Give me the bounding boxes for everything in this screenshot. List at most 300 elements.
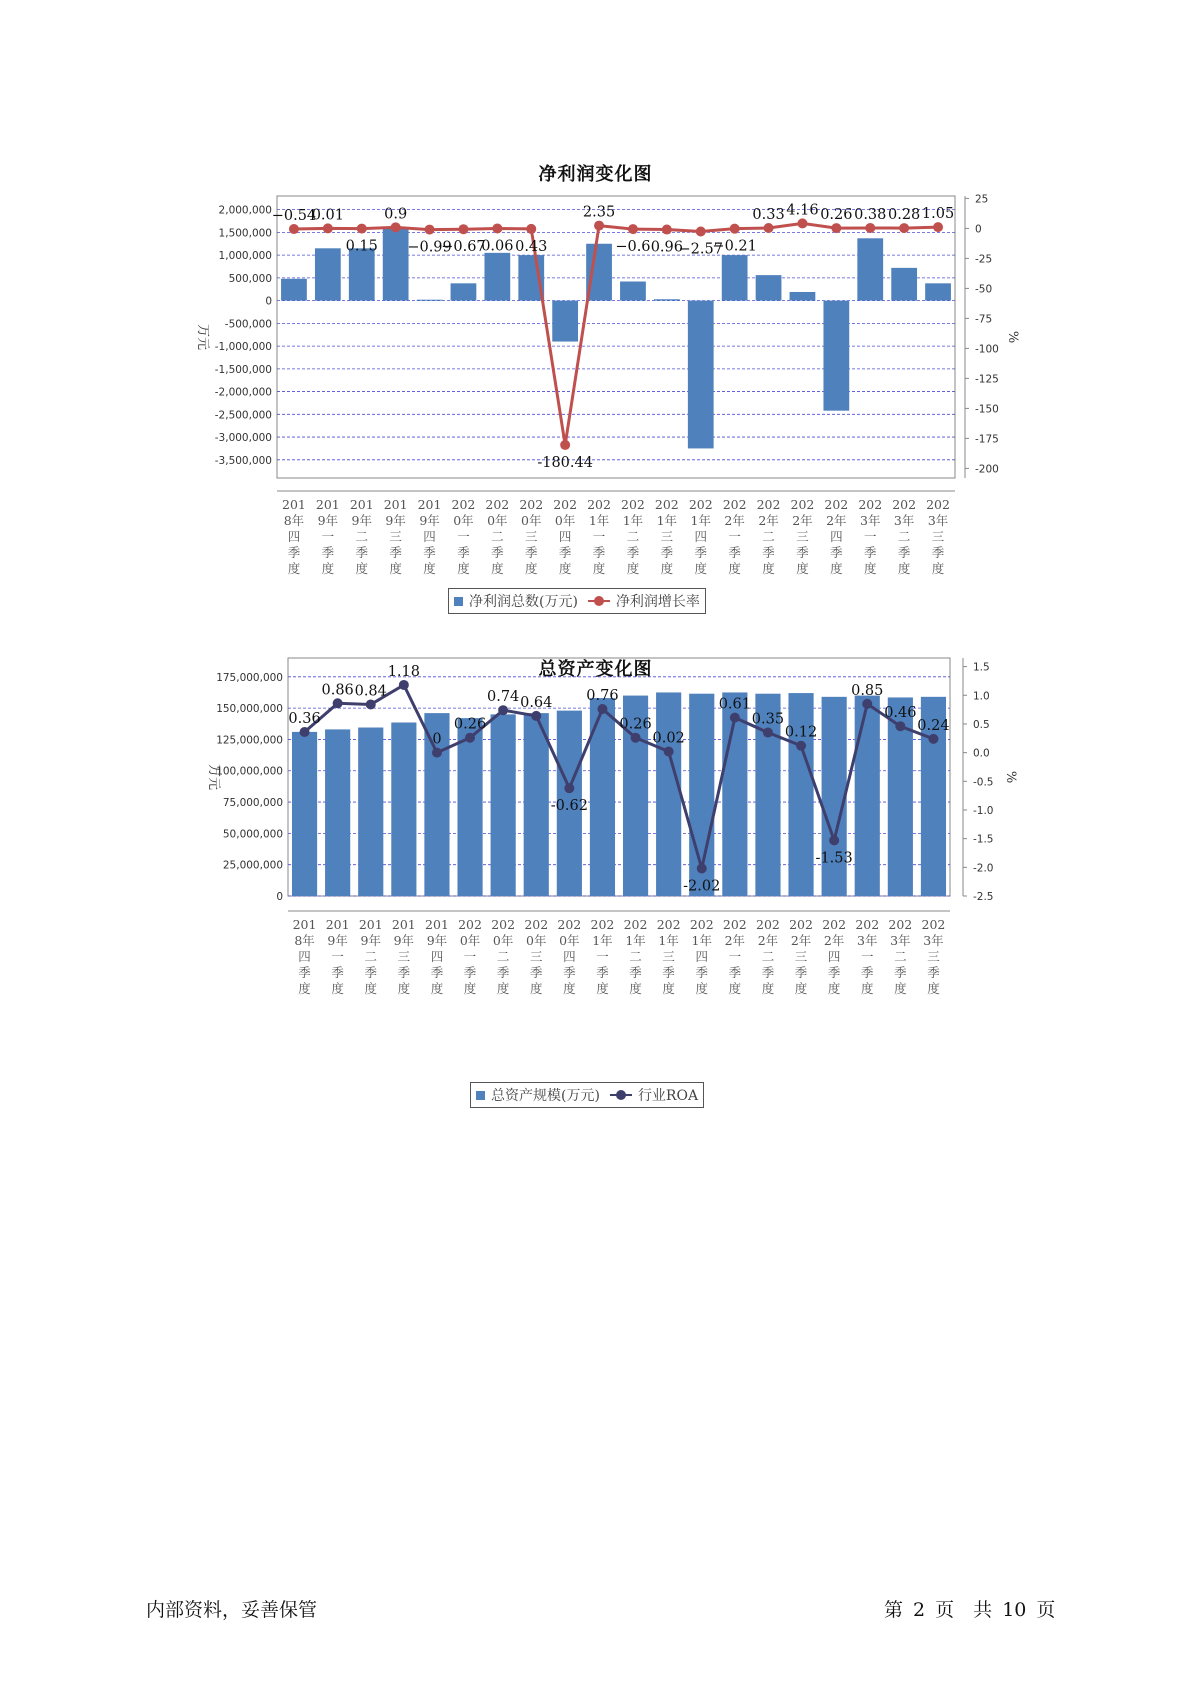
chart-legend [470, 1082, 704, 1108]
line-point [323, 223, 333, 233]
category-label: 9年 [327, 933, 348, 948]
category-label: 202 [458, 917, 482, 932]
category-label: 度 [728, 981, 742, 996]
category-label: 度 [761, 981, 775, 996]
category-label: 季 [558, 545, 572, 560]
bar [656, 692, 681, 896]
category-label: 202 [824, 497, 849, 512]
category-label: 季 [397, 965, 411, 980]
category-label: 2年 [826, 513, 847, 528]
category-label: 季 [863, 545, 877, 560]
bar [756, 275, 782, 300]
category-label: 202 [621, 497, 645, 512]
y-tick-label: 0 [276, 891, 283, 903]
line-point [399, 680, 409, 690]
y2-tick-label: -150 [975, 403, 999, 416]
category-label: 度 [491, 561, 504, 576]
category-label: 二 [496, 949, 510, 964]
category-label: 二 [897, 529, 911, 544]
y2-tick-label: 0.0 [973, 747, 990, 760]
line-point [597, 704, 607, 714]
category-label: 202 [756, 917, 780, 932]
y-tick-label: -2,000,000 [214, 386, 272, 399]
category-label: 度 [629, 981, 642, 996]
line-point [662, 225, 672, 235]
category-label: 季 [728, 965, 742, 980]
category-label: 一 [860, 949, 874, 964]
data-label: 0.15 [345, 238, 378, 255]
category-label: 202 [921, 917, 946, 932]
line-point [366, 699, 376, 709]
data-label: −0.54 [271, 208, 317, 225]
bar [823, 301, 849, 411]
category-label: 四 [287, 529, 301, 544]
category-label: 9年 [351, 513, 372, 528]
data-label: 0.76 [586, 688, 619, 705]
category-label: 一 [457, 529, 470, 544]
line-point [928, 734, 938, 744]
category-label: 三 [796, 529, 809, 544]
category-label: 季 [626, 545, 640, 560]
data-label: 0.26 [453, 716, 487, 733]
line-point [492, 223, 502, 233]
line-point [628, 224, 638, 234]
category-label: 202 [491, 917, 516, 932]
category-label: 三 [660, 529, 674, 544]
category-label: 9年 [360, 933, 381, 948]
category-label: 度 [596, 981, 609, 996]
y2-tick-label: -200 [975, 463, 999, 476]
bar [325, 729, 350, 896]
category-label: 季 [931, 545, 945, 560]
line-point [333, 698, 343, 708]
line-point [631, 733, 641, 743]
bar [417, 300, 443, 301]
line-point [730, 224, 740, 234]
bar [358, 728, 383, 896]
category-label: 1年 [691, 933, 712, 948]
y-tick-label: 500,000 [228, 272, 272, 285]
category-label: 季 [596, 965, 609, 980]
data-label: 0.33 [752, 207, 785, 224]
net-profit-plot [0, 160, 1191, 580]
data-label: 0.36 [288, 710, 321, 727]
y-tick-label: 100,000,000 [216, 765, 283, 778]
line-point [300, 727, 310, 737]
category-label: 季 [592, 545, 606, 560]
category-label: 202 [557, 917, 582, 932]
category-label: 度 [660, 561, 674, 576]
bar [857, 238, 883, 300]
category-label: 二 [761, 949, 775, 964]
bar [925, 283, 951, 300]
net-profit-chart [0, 160, 1191, 620]
data-label: 0.24 [917, 717, 950, 734]
category-label: 四 [830, 529, 843, 544]
category-label: 四 [430, 949, 444, 964]
category-label: 度 [694, 561, 708, 576]
category-label: 2年 [823, 933, 845, 948]
bar [788, 693, 813, 896]
data-label: -1.53 [815, 850, 853, 867]
category-label: 度 [321, 561, 335, 576]
line-legend-label: 净利润增长率 [615, 594, 700, 610]
y2-tick-label: 0 [975, 223, 982, 236]
category-label: 季 [430, 965, 444, 980]
category-label: 202 [689, 917, 714, 932]
category-label: 度 [794, 981, 808, 996]
category-label: 二 [894, 949, 907, 964]
y2-tick-label: -25 [975, 253, 993, 266]
category-label: 度 [728, 561, 741, 576]
line-legend-swatch [588, 596, 610, 606]
category-label: 季 [927, 965, 940, 980]
category-label: 一 [331, 949, 344, 964]
category-label: 季 [331, 965, 344, 980]
bar [383, 228, 409, 301]
y-tick-label: 0 [265, 295, 272, 308]
bar [451, 283, 477, 300]
data-label: 0.74 [487, 689, 520, 706]
line-point [531, 711, 541, 721]
category-label: 季 [897, 545, 911, 560]
category-label: 季 [321, 545, 335, 560]
category-label: 四 [694, 529, 708, 544]
bar-legend-swatch [476, 1091, 485, 1100]
data-label: -0.62 [550, 798, 588, 815]
data-label: 0.46 [884, 705, 917, 722]
bar [654, 299, 680, 300]
category-label: 0年 [559, 933, 580, 948]
category-label: 度 [529, 981, 543, 996]
line-point [796, 741, 806, 751]
y2-tick-label: -100 [975, 343, 999, 356]
category-label: 202 [756, 497, 781, 512]
bar [491, 714, 516, 896]
total-assets-chart [0, 655, 1191, 1115]
category-label: 季 [694, 545, 708, 560]
line-point [862, 699, 872, 709]
category-label: 201 [292, 917, 317, 932]
line-point [664, 746, 674, 756]
category-label: 度 [389, 561, 402, 576]
y-tick-label: -500,000 [224, 318, 272, 331]
category-label: 2年 [790, 933, 812, 948]
category-label: 季 [529, 965, 543, 980]
category-label: 202 [524, 917, 549, 932]
category-label: 三 [662, 949, 675, 964]
line-point [763, 728, 773, 738]
line-point [498, 705, 508, 715]
line-point [696, 226, 706, 236]
line-point [526, 224, 536, 234]
y-tick-label: 2,000,000 [218, 204, 272, 217]
category-label: 0年 [487, 513, 508, 528]
line-point [764, 223, 774, 233]
data-label: 1.05 [921, 206, 955, 223]
category-label: 202 [553, 497, 578, 512]
data-label: −0.6 [615, 239, 651, 256]
category-label: 202 [654, 497, 679, 512]
category-label: 四 [298, 949, 311, 964]
category-label: 季 [355, 545, 369, 560]
category-label: 9年 [393, 933, 415, 948]
line-point [391, 222, 401, 232]
category-label: 季 [695, 965, 709, 980]
bar-legend-label: 净利润总数(万元) [469, 594, 578, 610]
category-label: 三 [397, 949, 411, 964]
category-label: 四 [563, 949, 576, 964]
category-label: 3年 [893, 513, 915, 528]
data-label: 0.12 [784, 724, 818, 741]
bar [855, 696, 880, 896]
data-label: 0.85 [851, 682, 884, 699]
category-label: 202 [892, 497, 917, 512]
category-label: 201 [358, 917, 383, 932]
category-label: 8年 [294, 933, 315, 948]
bar [524, 713, 549, 896]
category-label: 度 [626, 561, 640, 576]
line-point [829, 835, 839, 845]
category-label: 季 [894, 965, 907, 980]
category-label: 0年 [459, 933, 481, 948]
category-label: 一 [463, 949, 477, 964]
y2-tick-label: -0.5 [973, 776, 994, 789]
y-tick-label: -3,000,000 [214, 432, 272, 445]
category-label: 度 [830, 561, 843, 576]
data-label: 0.9 [384, 206, 408, 223]
category-label: 四 [827, 949, 841, 964]
y-tick-label: -1,000,000 [214, 341, 272, 354]
category-label: 1年 [658, 933, 679, 948]
data-label: 0.06 [481, 238, 514, 255]
category-label: 度 [860, 981, 874, 996]
category-label: 度 [897, 561, 911, 576]
data-label: 0.86 [321, 682, 354, 699]
bar [457, 718, 482, 896]
category-label: 季 [860, 965, 874, 980]
category-label: 202 [855, 917, 880, 932]
line-point [458, 224, 468, 234]
bar-legend-label: 总资产规模(万元) [491, 1088, 600, 1104]
category-label: 202 [790, 497, 815, 512]
data-label: 0.26 [820, 207, 853, 224]
data-label: 0 [432, 731, 442, 748]
category-label: 季 [827, 965, 841, 980]
category-label: 季 [796, 545, 809, 560]
category-label: 202 [926, 497, 950, 512]
category-label: 3年 [890, 933, 911, 948]
category-label: 202 [519, 497, 544, 512]
chart-title: 净利润变化图 [538, 164, 653, 185]
data-label: 0.96 [650, 239, 683, 256]
line-point [895, 721, 905, 731]
category-label: 度 [931, 561, 945, 576]
data-label: −0.99 [407, 239, 452, 256]
data-label: −2.57 [678, 241, 723, 258]
footer-page-number: 第 2 页 共 10 页 [884, 1599, 1056, 1621]
category-label: 季 [364, 965, 378, 980]
bar [391, 723, 416, 896]
category-label: 202 [623, 917, 648, 932]
data-label: -2.02 [683, 878, 721, 895]
category-label: 季 [629, 965, 642, 980]
y-tick-label: 175,000,000 [216, 671, 283, 684]
category-label: 一 [596, 949, 609, 964]
y-tick-label: 25,000,000 [222, 859, 283, 872]
category-label: 201 [425, 917, 449, 932]
data-label: 0.26 [619, 716, 652, 733]
category-label: 0年 [492, 933, 514, 948]
category-label: 季 [762, 545, 775, 560]
category-label: 季 [794, 965, 808, 980]
category-label: 度 [695, 981, 709, 996]
y2-axis-unit-label: % [1003, 770, 1018, 784]
category-label: 201 [383, 497, 408, 512]
line-point [425, 225, 435, 235]
y-tick-label: 1,000,000 [218, 250, 272, 263]
category-label: 2年 [758, 513, 779, 528]
data-label: 0.01 [311, 207, 344, 224]
category-label: 度 [796, 561, 809, 576]
y2-tick-label: -1.0 [973, 804, 994, 817]
line-point [865, 223, 875, 233]
category-label: 度 [423, 561, 436, 576]
category-label: 度 [524, 561, 538, 576]
bar [484, 253, 510, 301]
line-point [594, 221, 604, 231]
y-axis-unit-label: 万元 [195, 323, 210, 351]
y2-tick-label: 1.5 [973, 661, 990, 674]
category-label: 度 [927, 981, 940, 996]
category-label: 度 [457, 561, 470, 576]
data-label: 2.35 [582, 204, 616, 221]
category-label: 3年 [860, 513, 881, 528]
category-label: 0年 [521, 513, 542, 528]
y2-axis-unit-label: % [1005, 330, 1020, 344]
category-label: 202 [858, 497, 883, 512]
category-label: 2年 [724, 933, 746, 948]
category-label: 度 [863, 561, 877, 576]
line-point [564, 783, 574, 793]
category-label: 二 [491, 529, 504, 544]
y-tick-label: 1,500,000 [218, 227, 272, 240]
category-label: 二 [626, 529, 640, 544]
y2-tick-label: -2.5 [973, 891, 994, 903]
category-label: 202 [587, 497, 611, 512]
data-label: -180.44 [537, 454, 593, 471]
category-label: 1年 [592, 933, 613, 948]
category-label: 9年 [385, 513, 406, 528]
y-tick-label: 125,000,000 [216, 734, 283, 747]
category-label: 度 [592, 561, 606, 576]
category-label: 3年 [927, 513, 949, 528]
category-label: 201 [349, 497, 374, 512]
category-label: 三 [931, 529, 945, 544]
category-label: 一 [728, 529, 741, 544]
category-label: 三 [524, 529, 538, 544]
category-label: 季 [463, 965, 477, 980]
data-label: 0.02 [652, 730, 685, 747]
line-point [899, 223, 909, 233]
line-legend-swatch [610, 1090, 632, 1100]
category-label: 三 [927, 949, 940, 964]
category-label: 0年 [554, 513, 576, 528]
category-label: 度 [762, 561, 775, 576]
category-label: 1年 [656, 513, 678, 528]
category-label: 202 [656, 917, 681, 932]
category-label: 度 [496, 981, 510, 996]
category-label: 季 [761, 965, 775, 980]
category-label: 季 [728, 545, 741, 560]
y2-tick-label: -50 [975, 283, 993, 296]
category-label: 度 [894, 981, 907, 996]
line-point [697, 863, 707, 873]
category-label: 季 [423, 545, 436, 560]
category-label: 201 [315, 497, 340, 512]
category-label: 2年 [757, 933, 779, 948]
category-label: 二 [355, 529, 369, 544]
category-label: 9年 [317, 513, 339, 528]
bar [688, 301, 714, 449]
category-label: 季 [524, 545, 538, 560]
line-point [465, 733, 475, 743]
y2-tick-label: -75 [975, 313, 993, 326]
line-point [432, 748, 442, 758]
bar [292, 732, 317, 896]
category-label: 201 [282, 497, 306, 512]
category-label: 202 [485, 497, 510, 512]
category-label: 2年 [724, 513, 745, 528]
category-label: 季 [660, 545, 674, 560]
category-label: 3年 [923, 933, 944, 948]
category-label: 度 [287, 561, 301, 576]
footer-confidential-note: 内部资料，妥善保管 [146, 1599, 318, 1621]
category-label: 四 [558, 529, 572, 544]
category-label: 二 [762, 529, 775, 544]
y2-tick-label: 1.0 [973, 690, 990, 703]
category-label: 9年 [426, 933, 448, 948]
data-label: 0.43 [515, 238, 548, 255]
data-label: 0.38 [854, 206, 887, 223]
category-label: 度 [364, 981, 378, 996]
category-label: 三 [389, 529, 402, 544]
category-label: 201 [325, 917, 350, 932]
category-label: 202 [688, 497, 713, 512]
category-label: 二 [629, 949, 642, 964]
category-label: 季 [287, 545, 301, 560]
category-label: 202 [722, 497, 747, 512]
line-legend-label: 行业ROA [637, 1088, 699, 1104]
category-label: 202 [822, 917, 847, 932]
data-label: 0.35 [751, 711, 785, 728]
y2-tick-label: -175 [975, 433, 999, 446]
category-label: 季 [496, 965, 510, 980]
category-label: 度 [563, 981, 576, 996]
category-label: 度 [827, 981, 841, 996]
category-label: 1年 [622, 513, 644, 528]
category-label: 一 [728, 949, 742, 964]
line-point [730, 713, 740, 723]
category-label: 3年 [857, 933, 878, 948]
bar [790, 292, 816, 301]
data-label: 0.64 [520, 694, 553, 711]
category-label: 季 [298, 965, 311, 980]
bar [722, 255, 748, 300]
bar [891, 268, 917, 301]
category-label: 度 [355, 561, 369, 576]
line-point [560, 440, 570, 450]
